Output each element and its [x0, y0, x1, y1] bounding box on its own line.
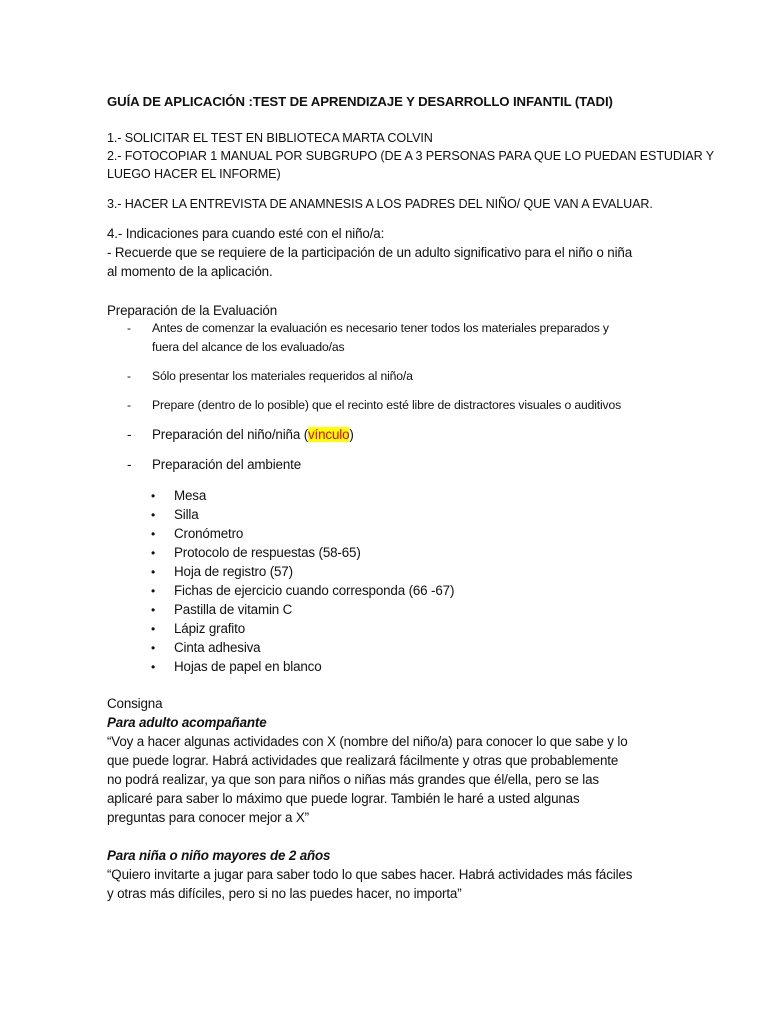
preparation-item-2 [127, 370, 413, 382]
bullet-marker: • [151, 565, 156, 579]
adult-paragraph-line: que puede lograr. Habrá actividades que realizará fácilmente y otras que probablemente [107, 753, 619, 768]
dash-marker: - [127, 369, 131, 383]
step-4-note-line-2: al momento de la aplicación. [107, 264, 273, 279]
dash-marker: - [127, 398, 131, 412]
material-item-text: Lápiz grafito [174, 621, 245, 636]
bullet-marker: • [151, 603, 156, 617]
material-item-text: Cinta adhesiva [174, 640, 261, 655]
bullet-marker: • [151, 527, 156, 541]
adult-paragraph-line: “Voy a hacer algunas actividades con X (nombre del niño/a) para conocer lo que sabe y lo [107, 734, 628, 749]
material-item-text: Pastilla de vitamin C [174, 602, 293, 617]
preparation-item-5 [127, 458, 301, 471]
adult-paragraph-line: preguntas para conocer mejor a X” [107, 810, 309, 825]
child-heading: Para niña o niño mayores de 2 años [107, 848, 331, 863]
step-2-line-2: LUEGO HACER EL INFORME) [107, 167, 281, 181]
material-item [151, 527, 243, 540]
preparation-item-2-text: Sólo presentar los materiales requeridos al niño/a [152, 369, 413, 383]
material-item [151, 508, 199, 521]
bullet-marker: • [151, 584, 156, 598]
preparation-item-4-suffix: ) [349, 427, 354, 442]
preparation-item-4-prefix: Preparación del niño/niña ( [152, 427, 308, 442]
preparation-item-3 [127, 399, 621, 411]
bullet-marker: • [151, 660, 156, 674]
dash-marker: - [127, 427, 132, 442]
preparation-item-1-line-2: fuera del alcance de los evaluado/as [152, 340, 345, 354]
consigna-heading: Consigna [107, 696, 163, 711]
preparation-item-1 [127, 322, 609, 334]
adult-paragraph-line: no podrá realizar, ya que son para niños o niñas más grandes que él/ella, pero se las [107, 772, 599, 787]
material-item [151, 546, 361, 559]
material-item-text: Fichas de ejercicio cuando corresponda (66 -67) [174, 583, 455, 598]
material-item [151, 660, 322, 673]
dash-marker: - [127, 321, 131, 335]
material-item [151, 584, 454, 597]
step-2-line-1: 2.- FOTOCOPIAR 1 MANUAL POR SUBGRUPO (DE A 3 PERSONAS PARA QUE LO PUEDAN ESTUDIAR Y [107, 149, 715, 163]
preparation-item-5-text: Preparación del ambiente [152, 457, 301, 472]
material-item [151, 622, 245, 635]
adult-heading: Para adulto acompañante [107, 715, 267, 730]
child-paragraph-line: “Quiero invitarte a jugar para saber todo lo que sabes hacer. Habrá actividades más fáciles [107, 867, 633, 882]
preparation-heading: Preparación de la Evaluación [107, 303, 277, 318]
bullet-marker: • [151, 641, 156, 655]
bullet-marker: • [151, 546, 156, 560]
bullet-marker: • [151, 489, 156, 503]
material-item [151, 565, 293, 578]
material-item-text: Hojas de papel en blanco [174, 659, 322, 674]
step-1: 1.- SOLICITAR EL TEST EN BIBLIOTECA MARTA COLVIN [107, 131, 433, 145]
bullet-marker: • [151, 622, 156, 636]
material-item-text: Silla [174, 507, 199, 522]
preparation-item-3-text: Prepare (dentro de lo posible) que el recinto esté libre de distractores visuales o auditivos [152, 398, 622, 412]
bullet-marker: • [151, 508, 156, 522]
child-paragraph-line: y otras más difíciles, pero si no las puedes hacer, no importa” [107, 886, 462, 901]
material-item [151, 489, 206, 502]
step-3: 3.- HACER LA ENTREVISTA DE ANAMNESIS A LOS PADRES DEL NIÑO/ QUE VAN A EVALUAR. [107, 197, 653, 211]
dash-marker: - [127, 457, 132, 472]
material-item [151, 641, 260, 654]
preparation-item-4 [127, 428, 354, 441]
adult-paragraph-line: aplicaré para saber lo máximo que puede lograr. También le haré a usted algunas [107, 791, 580, 806]
material-item-text: Mesa [174, 488, 207, 503]
step-4: 4.- Indicaciones para cuando esté con el niño/a: [107, 226, 385, 241]
preparation-item-1-line-1: Antes de comenzar la evaluación es necesario tener todos los materiales preparados y [152, 321, 609, 335]
material-item [151, 603, 292, 616]
highlighted-word: vínculo [308, 427, 350, 442]
page-title: GUÍA DE APLICACIÓN :TEST DE APRENDIZAJE Y DESARROLLO INFANTIL (TADI) [107, 94, 613, 109]
material-item-text: Cronómetro [174, 526, 244, 541]
material-item-text: Protocolo de respuestas (58-65) [174, 545, 361, 560]
material-item-text: Hoja de registro (57) [174, 564, 293, 579]
step-4-note-line-1: - Recuerde que se requiere de la participación de un adulto significativo para el niño o niña [107, 245, 632, 260]
